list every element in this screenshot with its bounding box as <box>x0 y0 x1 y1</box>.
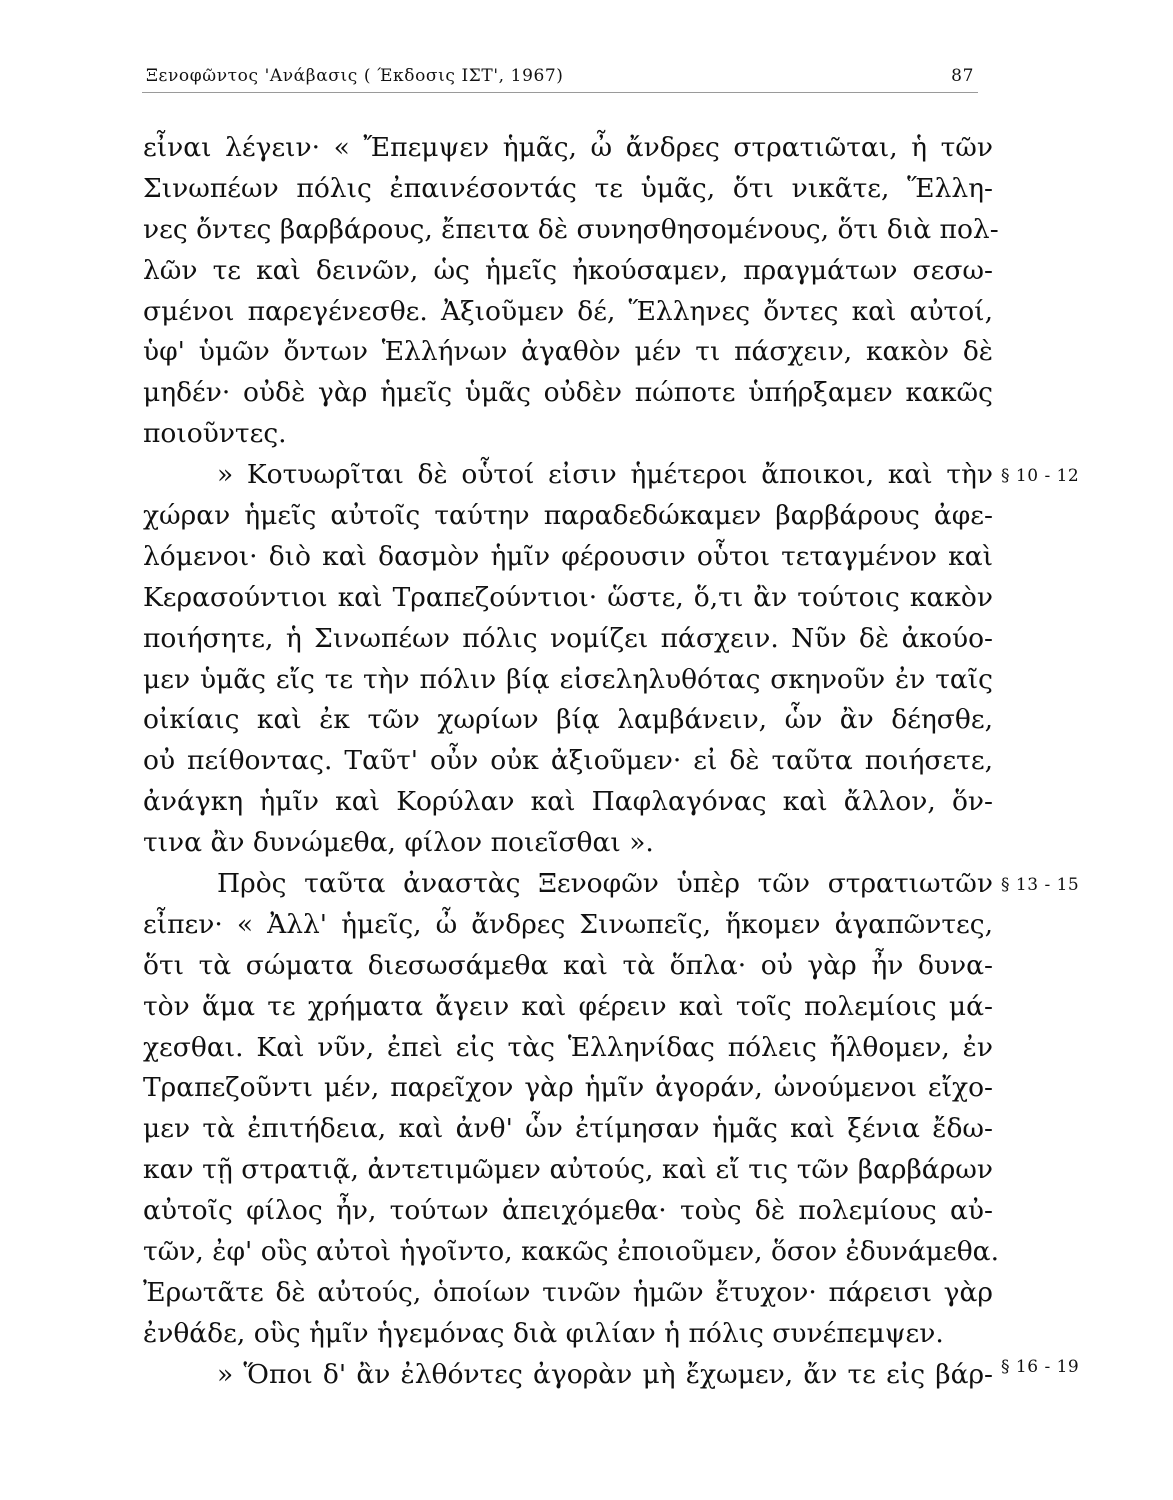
text-line: » Κοτυωρῖται δὲ οὗτοί εἰσιν ἡμέτεροι ἄποικοι, καὶ τὴν <box>217 459 993 491</box>
text-line: μεν ὑμᾶς εἴς τε τὴν πόλιν βίᾳ εἰσεληλυθότας σκηνοῦν ἐν ταῖς <box>143 663 993 695</box>
section-reference: § 10 - 12 <box>1001 466 1080 486</box>
text-line: ἀνάγκη ἡμῖν καὶ Κορύλαν καὶ Παφλαγόνας καὶ ἄλλον, ὅν- <box>143 786 993 818</box>
text-line: μηδέν· οὐδὲ γὰρ ἡμεῖς ὑμᾶς οὐδὲν πώποτε ὑπήρξαμεν κακῶς <box>143 377 993 409</box>
book-title: Ξενοφῶντος 'Ανάβασις ( Έκδοσις ΙΣΤ', 1967) <box>146 66 564 86</box>
text-line: ποιοῦντες. <box>143 418 287 450</box>
text-line: λόμενοι· διὸ καὶ δασμὸν ἡμῖν φέρουσιν οὗτοι τεταγμένον καὶ <box>143 540 993 572</box>
text-line: εἶναι λέγειν· « Ἔπεμψεν ἡμᾶς, ὦ ἄνδρες στρατιῶται, ἡ τῶν <box>143 132 993 163</box>
text-line: Πρὸς ταῦτα ἀναστὰς Ξενοφῶν ὑπὲρ τῶν στρατιωτῶν <box>217 868 993 900</box>
body-text <box>143 128 999 1396</box>
text-line: ὑφ' ὑμῶν ὄντων Ἑλλήνων ἀγαθὸν μέν τι πάσχειν, κακὸν δὲ <box>143 336 993 368</box>
section-reference: § 16 - 19 <box>1001 1357 1080 1377</box>
text-line: χώραν ἡμεῖς αὐτοῖς ταύτην παραδεδώκαμεν βαρβάρους ἀφε- <box>143 500 993 532</box>
text-line: τὸν ἅμα τε χρήματα ἄγειν καὶ φέρειν καὶ τοῖς πολεμίοις μά- <box>143 990 993 1022</box>
text-line: καν τῇ στρατιᾷ, ἀντετιμῶμεν αὐτούς, καὶ εἴ τις τῶν βαρβάρων <box>143 1154 993 1186</box>
text-line: εἶπεν· « Ἀλλ' ἡμεῖς, ὦ ἄνδρες Σινωπεῖς, ἥκομεν ἀγαπῶντες, <box>143 908 993 940</box>
section-reference: § 13 - 15 <box>1001 875 1080 895</box>
text-line: ἐνθάδε, οὓς ἡμῖν ἡγεμόνας διὰ φιλίαν ἡ πόλις συνέπεμψεν. <box>143 1317 944 1349</box>
text-line: Κερασούντιοι καὶ Τραπεζούντιοι· ὥστε, ὅ,τι ἂν τούτοις κακὸν <box>143 581 993 613</box>
page-number: 87 <box>951 66 974 86</box>
text-line: ὅτι τὰ σώματα διεσωσάμεθα καὶ τὰ ὅπλα· οὐ γὰρ ἦν δυνα- <box>143 949 993 981</box>
text-line: οἰκίαις καὶ ἐκ τῶν χωρίων βίᾳ λαμβάνειν, ὧν ἂν δέησθε, <box>143 704 993 736</box>
text-line: Τραπεζοῦντι μέν, παρεῖχον γὰρ ἡμῖν ἀγοράν, ὠνούμενοι εἴχο- <box>143 1072 993 1104</box>
running-head <box>142 62 978 93</box>
text-line: ποιήσητε, ἡ Σινωπέων πόλις νομίζει πάσχειν. Νῦν δὲ ἀκούο- <box>143 622 993 654</box>
text-line: Σινωπέων πόλις ἐπαινέσοντάς τε ὑμᾶς, ὅτι νικᾶτε, Ἕλλη- <box>143 172 993 204</box>
text-line: χεσθαι. Καὶ νῦν, ἐπεὶ εἰς τὰς Ἑλληνίδας πόλεις ἤλθομεν, ἐν <box>143 1031 993 1063</box>
text-line: νες ὄντες βαρβάρους, ἔπειτα δὲ συνησθησομένους, ὅτι διὰ πολ- <box>143 213 999 245</box>
text-line: τῶν, ἐφ' οὓς αὐτοὶ ἡγοῖντο, κακῶς ἐποιοῦμεν, ὅσον ἐδυνάμεθα. <box>143 1236 999 1268</box>
text-line: λῶν τε καὶ δεινῶν, ὡς ἡμεῖς ἠκούσαμεν, πραγμάτων σεσω- <box>143 254 993 286</box>
text-line: » Ὅποι δ' ἂν ἐλθόντες ἀγορὰν μὴ ἔχωμεν, ἄν τε εἰς βάρ- <box>217 1358 993 1390</box>
text-line: μεν τὰ ἐπιτήδεια, καὶ ἀνθ' ὧν ἐτίμησαν ἡμᾶς καὶ ξένια ἔδω- <box>143 1113 993 1145</box>
text-line: αὐτοῖς φίλος ἦν, τούτων ἀπειχόμεθα· τοὺς δὲ πολεμίους αὐ- <box>143 1195 993 1227</box>
text-line: τινα ἂν δυνώμεθα, φίλον ποιεῖσθαι ». <box>143 827 654 859</box>
text-line: Ἐρωτᾶτε δὲ αὐτούς, ὁποίων τινῶν ἡμῶν ἔτυχον· πάρεισι γὰρ <box>143 1276 993 1308</box>
text-line: σμένοι παρεγένεσθε. Ἀξιοῦμεν δέ, Ἕλληνες ὄντες καὶ αὐτοί, <box>143 295 993 327</box>
text-line: οὐ πείθοντας. Ταῦτ' οὖν οὐκ ἀξιοῦμεν· εἰ δὲ ταῦτα ποιήσετε, <box>143 745 993 777</box>
